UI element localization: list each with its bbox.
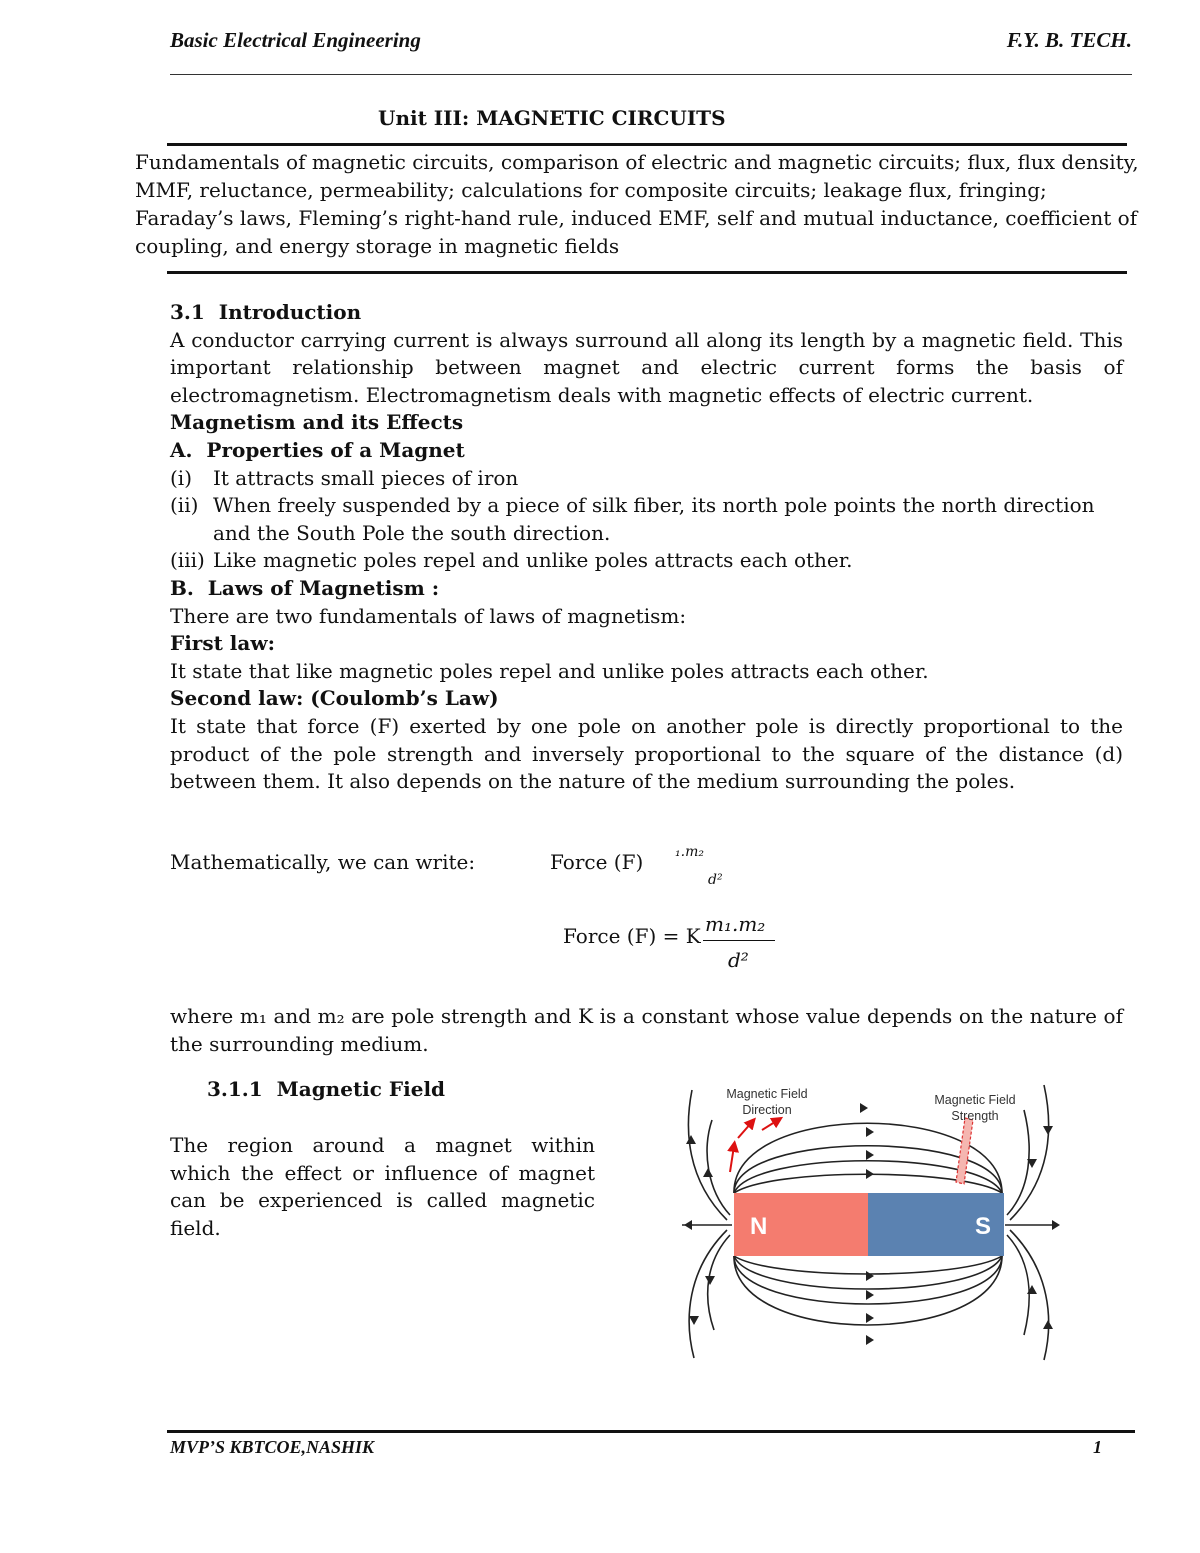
arrow-icon xyxy=(1043,1126,1053,1135)
magnetism-heading: Magnetism and its Effects xyxy=(170,410,464,435)
arrow-icon xyxy=(1043,1320,1053,1329)
title-rule xyxy=(167,143,1127,146)
magnetic-field-definition: The region around a magnet within which the effect or influence of magnet can be experienced is called magnetic field. xyxy=(170,1133,595,1240)
equation-numerator: ₁.m₂ xyxy=(675,844,704,860)
list-item xyxy=(170,492,1123,547)
second-law-heading: Second law: (Coulomb’s Law) xyxy=(170,686,499,711)
fraction-bar xyxy=(703,940,775,941)
arrow-icon xyxy=(866,1313,874,1323)
label-field-direction-line1: Magnetic Field xyxy=(726,1087,808,1101)
header-class: F.Y. B. TECH. xyxy=(1006,28,1132,52)
arrow-icon xyxy=(866,1150,874,1160)
first-law-heading: First law: xyxy=(170,631,275,656)
field-line xyxy=(1007,1110,1029,1215)
equation-numerator: m₁.m₂ xyxy=(705,912,766,936)
arrow-icon xyxy=(1052,1220,1060,1230)
equation-lhs: Force (F) = K xyxy=(563,924,701,948)
equation-lhs: Force (F) xyxy=(550,850,644,874)
header-course: Basic Electrical Engineering xyxy=(170,28,421,52)
arrow-icon xyxy=(705,1276,715,1285)
introduction-paragraph: A conductor carrying current is always surround all along its length by a magnetic field. This important relationship between magnet and electric current forms the basis of electromagnetism. Electromagnetism deals with magnetic effects of electric current. xyxy=(170,327,1123,407)
section-heading-introduction: 3.1 Introduction xyxy=(170,300,362,324)
list-marker: (ii) xyxy=(170,493,199,518)
figure-labels xyxy=(726,1087,1015,1123)
label-field-strength-line1: Magnetic Field xyxy=(934,1093,1016,1107)
footer-institute: MVP’S KBTCOE,NASHIK xyxy=(170,1437,375,1457)
second-law-text: It state that force (F) exerted by one pole on another pole is directly proportional to the product of the pole strength and inversely proportional to the square of the distance (d) between them. It also depends on the nature of the medium surrounding the poles. xyxy=(170,713,1123,794)
equation-label: Mathematically, we can write: xyxy=(170,850,476,874)
field-line xyxy=(734,1256,1002,1274)
arrow-icon xyxy=(686,1135,696,1144)
direction-arrows xyxy=(730,1120,778,1172)
equation-denominator: d² xyxy=(728,948,749,972)
arrow-icon xyxy=(866,1271,874,1281)
list-item xyxy=(170,547,1123,575)
direction-arrow-icon xyxy=(730,1146,734,1172)
arrow-icon xyxy=(866,1290,874,1300)
where-paragraph: where m₁ and m₂ are pole strength and K is a constant whose value depends on the nature of the surrounding medium. xyxy=(170,1004,1123,1056)
list-marker: (i) xyxy=(170,465,193,490)
unit-title: Unit III: MAGNETIC CIRCUITS xyxy=(378,106,726,130)
laws-heading: B. Laws of Magnetism : xyxy=(170,575,440,600)
main-content xyxy=(170,299,1123,796)
footer-rule xyxy=(167,1430,1135,1433)
label-field-strength-line2: Strength xyxy=(951,1109,999,1123)
equation-coulomb xyxy=(563,912,823,982)
arrow-icon xyxy=(866,1127,874,1137)
section-heading-magnetic-field: 3.1.1 Magnetic Field xyxy=(207,1077,446,1101)
magnet-field-diagram xyxy=(672,1080,1072,1365)
syllabus-text: Fundamentals of magnetic circuits, comparison of electric and magnetic circuits; flux, flux density, MMF, reluctance, permeability; calculations for composite circuits; leakage flux, fringing; Faraday’s laws, Fleming’s right-hand rule, induced EMF, self and mutual inductance, coefficient of coupling, and energy storage in magnetic fields xyxy=(135,150,1139,258)
page-number: 1 xyxy=(1093,1437,1102,1457)
north-pole-label: N xyxy=(750,1213,768,1240)
label-field-direction-line2: Direction xyxy=(742,1103,792,1117)
equation-denominator: d² xyxy=(708,872,723,888)
list-text: It attracts small pieces of iron xyxy=(213,465,519,490)
list-item xyxy=(170,465,1123,493)
arrow-icon xyxy=(866,1169,874,1179)
arrow-icon xyxy=(689,1316,699,1325)
properties-heading: A. Properties of a Magnet xyxy=(170,437,465,462)
laws-intro: There are two fundamentals of laws of magnetism: xyxy=(170,603,687,628)
list-marker: (iii) xyxy=(170,548,205,573)
list-text: When freely suspended by a piece of silk fiber, its north pole points the north direction and the South Pole the south direction. xyxy=(213,493,1095,545)
south-pole-label: S xyxy=(975,1213,992,1240)
page-header xyxy=(170,28,1132,58)
first-law-text: It state that like magnetic poles repel and unlike poles attracts each other. xyxy=(170,658,929,683)
syllabus-rule xyxy=(167,271,1127,274)
arrow-icon xyxy=(860,1103,868,1113)
list-text: Like magnetic poles repel and unlike poles attracts each other. xyxy=(213,548,853,573)
direction-arrow-icon xyxy=(762,1120,778,1130)
direction-arrow-icon xyxy=(738,1122,752,1138)
arrow-icon xyxy=(703,1168,713,1177)
arrow-icon xyxy=(684,1220,692,1230)
header-rule xyxy=(170,74,1132,75)
strength-indicator xyxy=(956,1118,973,1184)
arrow-icon xyxy=(866,1335,874,1345)
